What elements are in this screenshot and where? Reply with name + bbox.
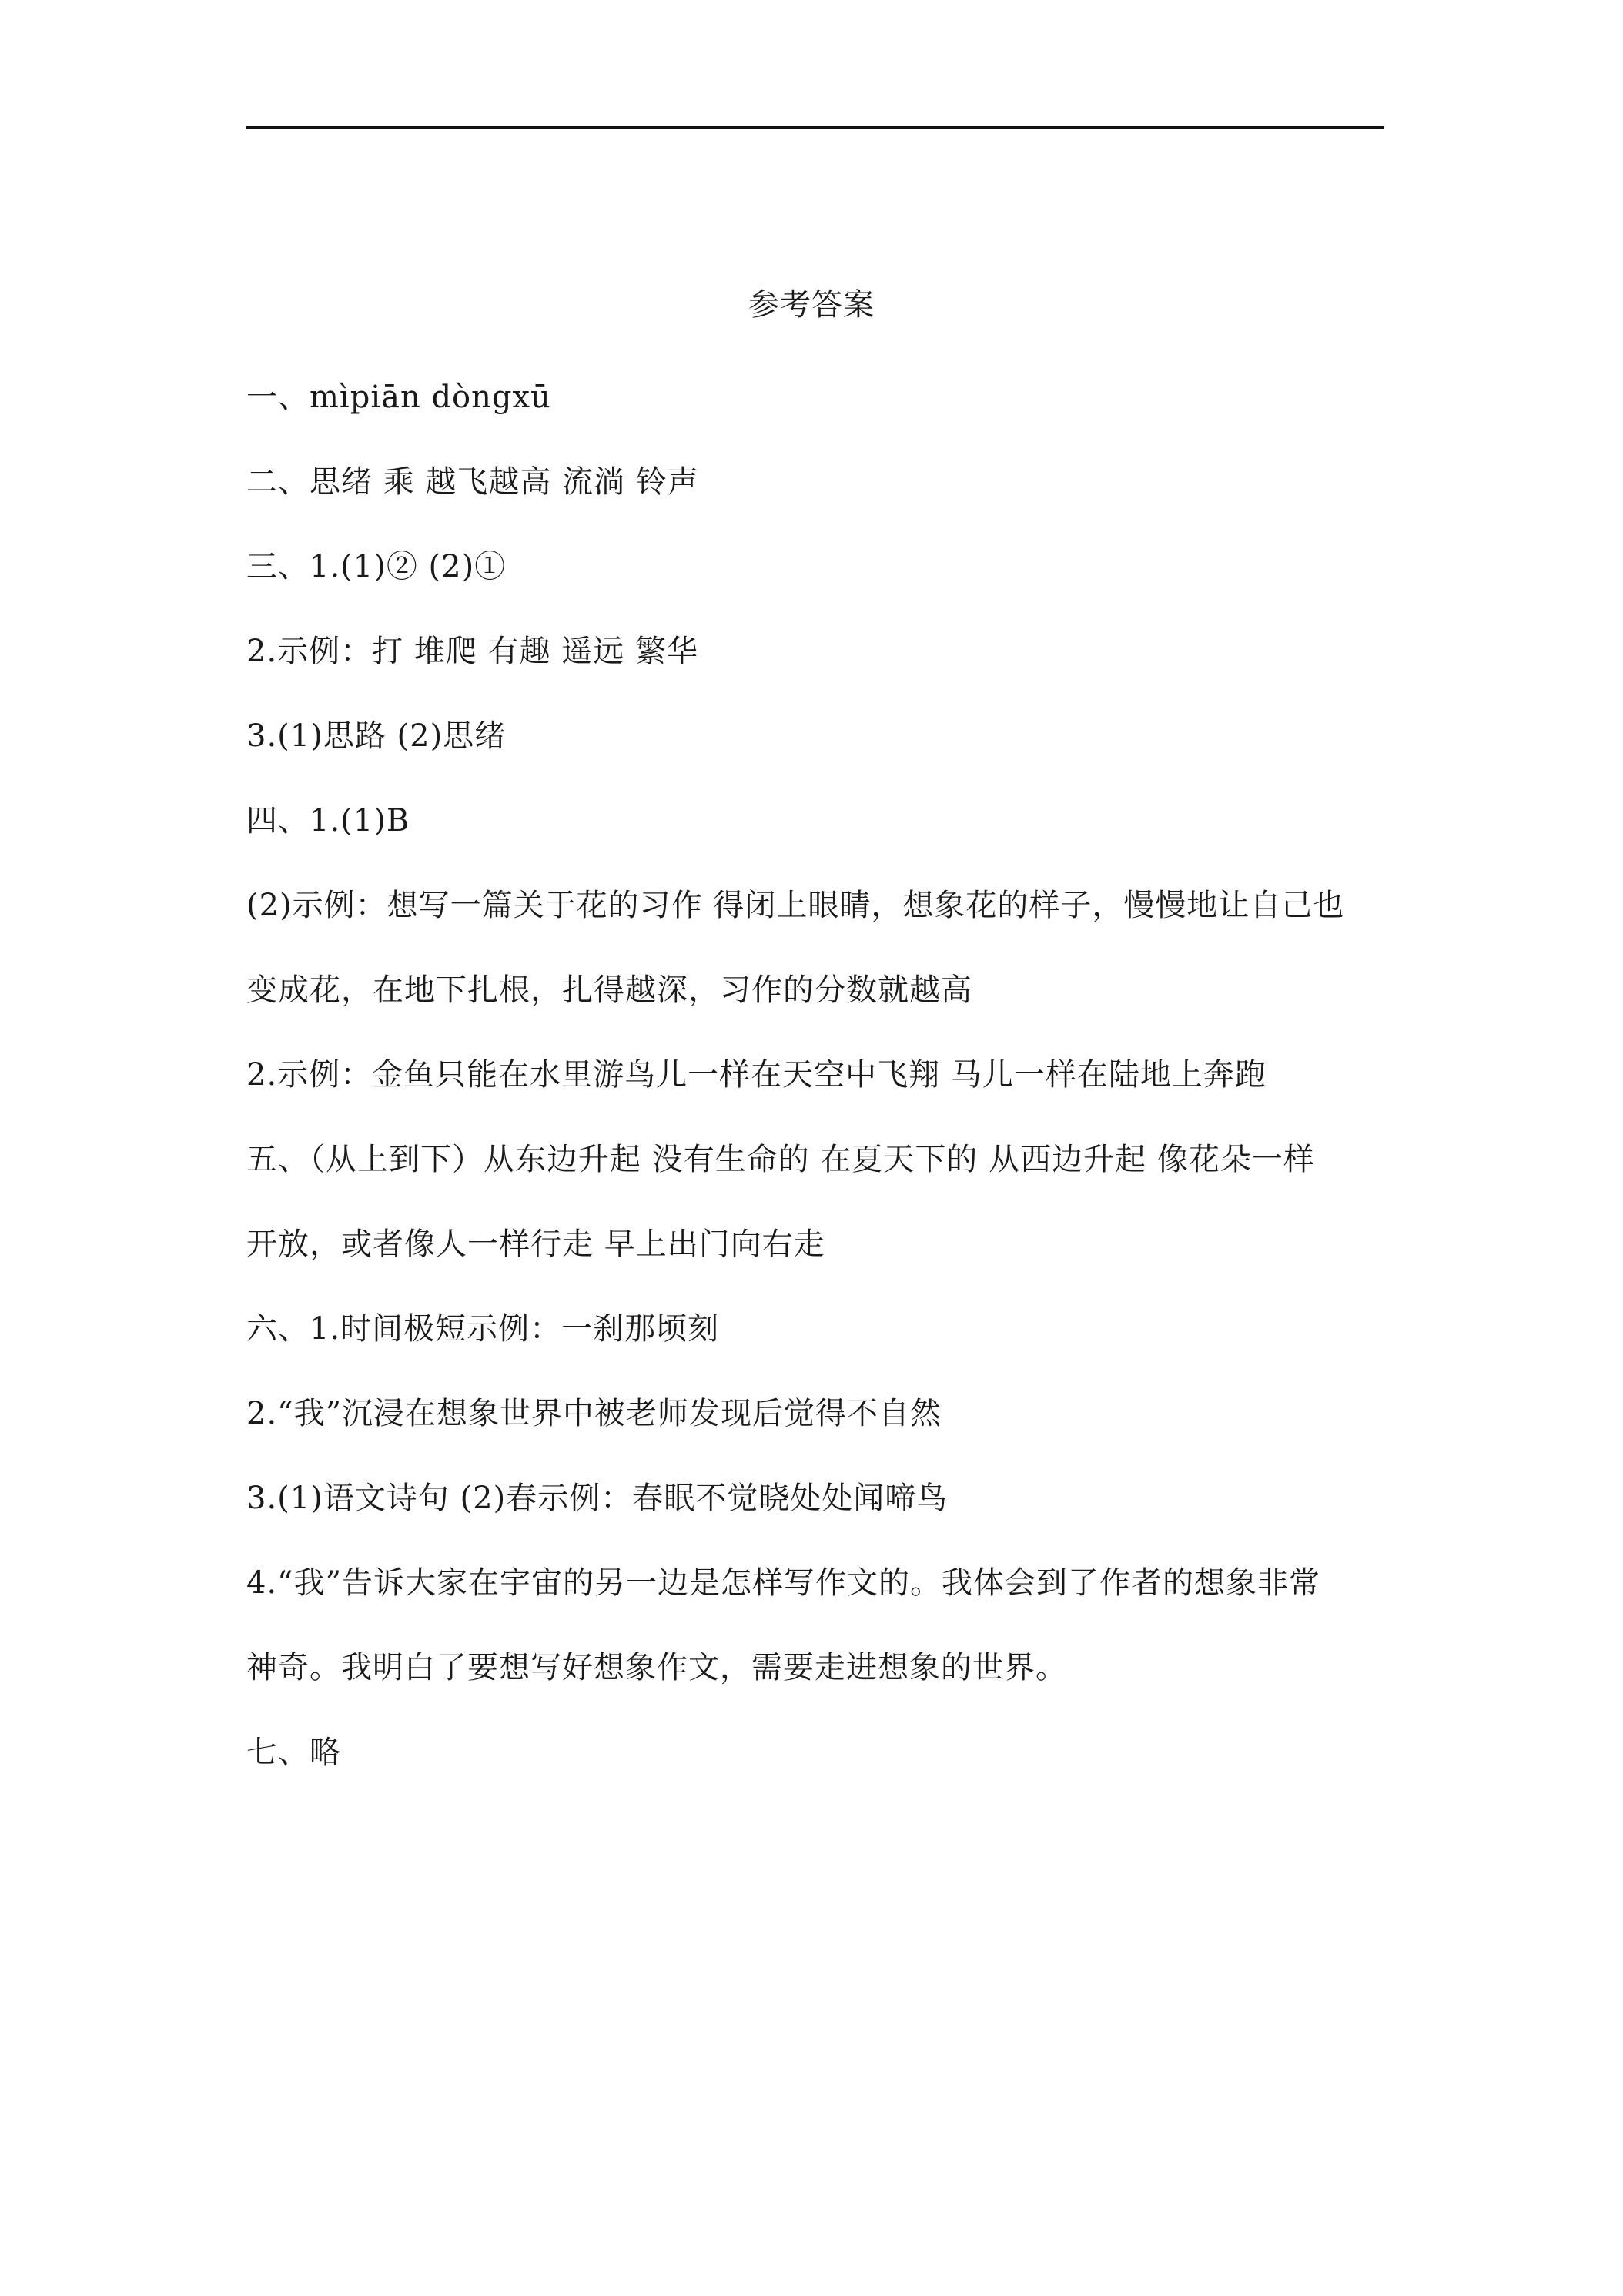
answer-line: 神奇。我明白了要想写好想象作文，需要走进想象的世界。: [246, 1650, 1067, 1685]
answer-line: 三、1.(1)② (2)①: [246, 549, 507, 584]
answer-line: 变成花，在地下扎根，扎得越深，习作的分数就越高: [246, 972, 972, 1008]
header-rule: [246, 126, 1384, 129]
answer-line: 二、思绪 乘 越飞越高 流淌 铃声: [246, 464, 699, 500]
answer-line: 七、略: [246, 1735, 341, 1770]
page-title: 参考答案: [748, 287, 875, 323]
answer-line: 2.示例：打 堆爬 有趣 遥远 繁华: [246, 634, 699, 669]
answer-line: 2.示例：金鱼只能在水里游鸟儿一样在天空中飞翔 马儿一样在陆地上奔跑: [246, 1057, 1267, 1093]
answer-line: 五、（从上到下）从东边升起 没有生命的 在夏天下的 从西边升起 像花朵一样: [246, 1142, 1315, 1177]
answer-line: 4.“我”告诉大家在宇宙的另一边是怎样写作文的。我体会到了作者的想象非常: [246, 1565, 1321, 1601]
answer-line: 2.“我”沉浸在想象世界中被老师发现后觉得不自然: [246, 1396, 942, 1431]
answer-line: 开放，或者像人一样行走 早上出门向右走: [246, 1227, 825, 1262]
answer-line: 六、1.时间极短示例：一刹那顷刻: [246, 1311, 720, 1347]
answer-line: 3.(1)思路 (2)思绪: [246, 718, 507, 754]
answer-line: 一、mìpiān dòngxū: [246, 380, 551, 415]
answer-line: 3.(1)语文诗句 (2)春示例：春眠不觉晓处处闻啼鸟: [246, 1481, 949, 1516]
answer-line: (2)示例：想写一篇关于花的习作 得闭上眼睛，想象花的样子，慢慢地让自己也: [246, 888, 1345, 923]
answer-line: 四、1.(1)B: [246, 803, 410, 838]
